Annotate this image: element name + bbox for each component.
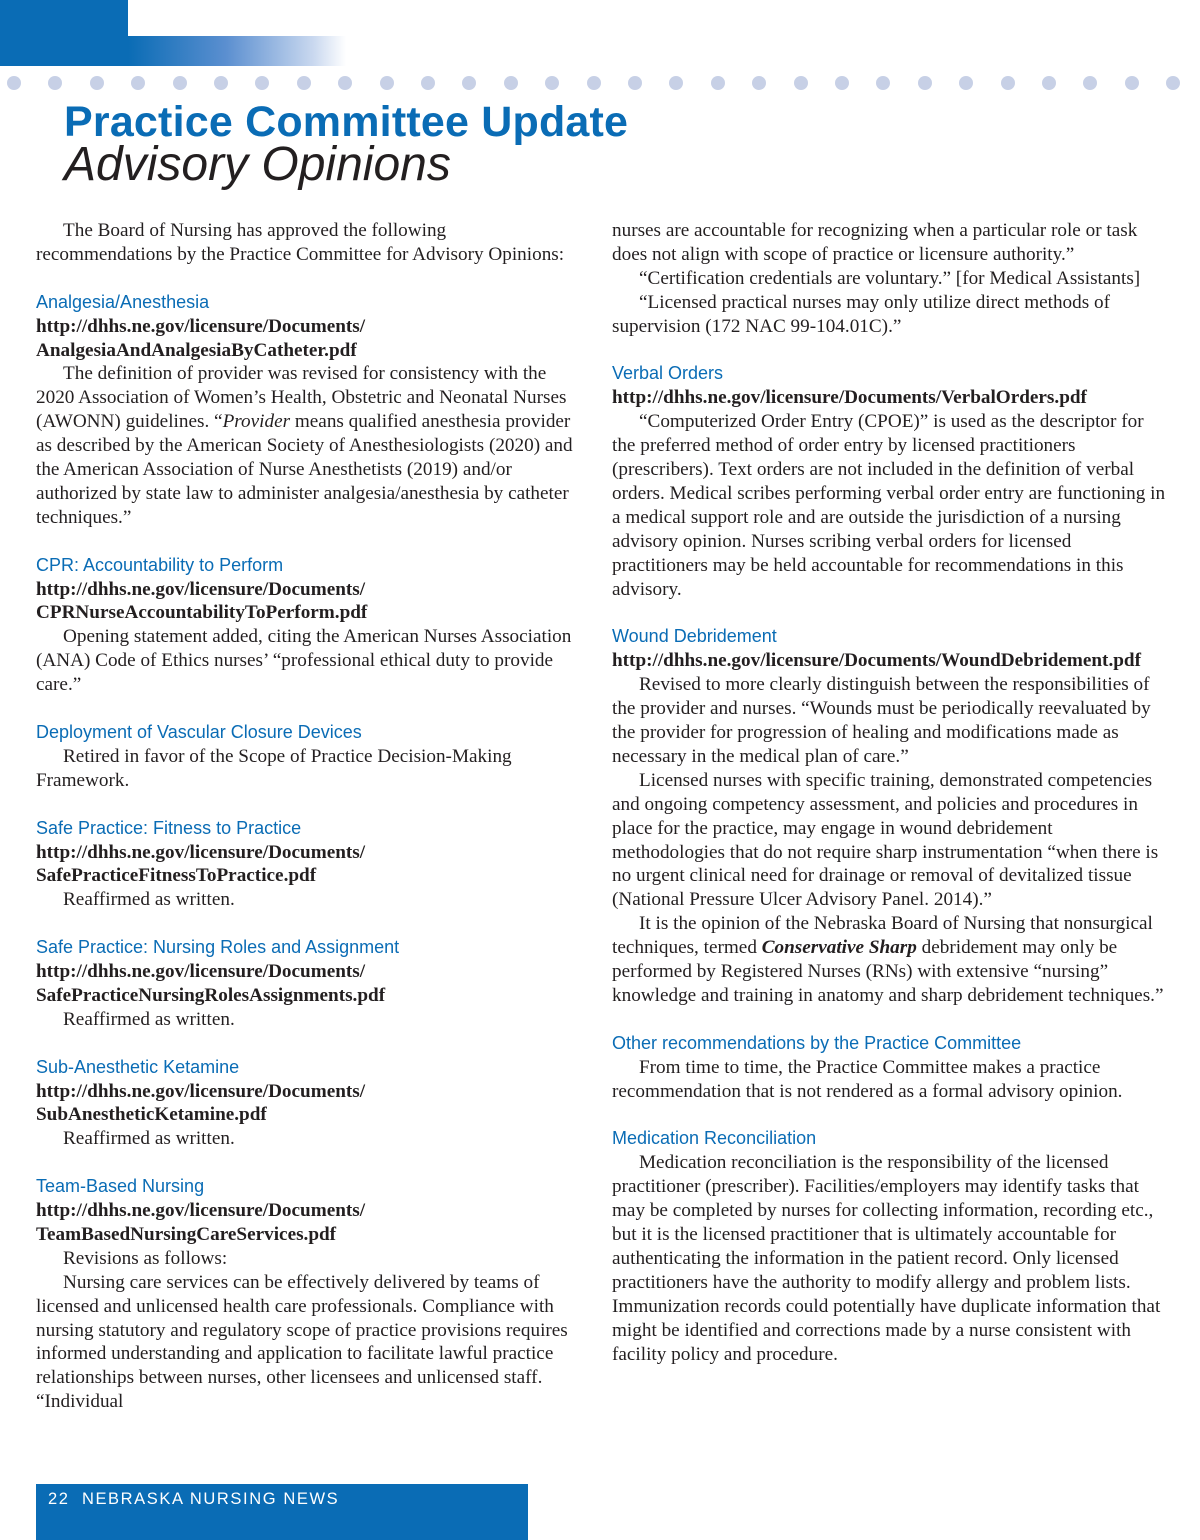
vascular-body: Retired in favor of the Scope of Practice Decision-Making Framework. bbox=[36, 745, 512, 791]
analgesia-link[interactable]: http://dhhs.ne.gov/licensure/Documents/ AnalgesiaAndAnalgesiaByCatheter.pdf bbox=[36, 315, 366, 361]
divider-dot bbox=[1083, 76, 1097, 90]
wound-link[interactable]: http://dhhs.ne.gov/licensure/Documents/WoundDebridement.pdf bbox=[612, 650, 1141, 672]
wound-body-1: Revised to more clearly distinguish between the responsibilities of the provider and nurses. “Wounds must be periodically reevaluated by the provider for progression of healing and modifications made as necessary in the medical plan of care.” bbox=[612, 674, 1151, 767]
divider-dot bbox=[628, 76, 642, 90]
team-body-2: Nursing care services can be effectively delivered by teams of licensed and unlicensed health care professionals. Compliance with nursing statutory and regulatory scope of practice provisions requires informed understanding and application to facilitate lawful practice relationships between nurses, other licensees and unlicensed staff. “Individual bbox=[36, 1271, 568, 1413]
divider-dot bbox=[214, 76, 228, 90]
left-column bbox=[36, 219, 580, 1414]
team-body-1: Revisions as follows: bbox=[63, 1247, 228, 1269]
divider-dot bbox=[876, 76, 890, 90]
heading-medication: Medication Reconciliation bbox=[612, 1128, 817, 1149]
header-color-block bbox=[0, 0, 128, 66]
divider-dot bbox=[545, 76, 559, 90]
divider-dot bbox=[90, 76, 104, 90]
divider-dot bbox=[7, 76, 21, 90]
roles-link[interactable]: http://dhhs.ne.gov/licensure/Documents/ SafePracticeNursingRolesAssignments.pdf bbox=[36, 961, 386, 1006]
cpr-link[interactable]: http://dhhs.ne.gov/licensure/Documents/ CPRNurseAccountabilityToPerform.pdf bbox=[36, 578, 368, 624]
heading-team: Team-Based Nursing bbox=[36, 1176, 205, 1197]
team-body-continued: nurses are accountable for recognizing when a particular role or task does not align with scope of practice or licensure authority.” bbox=[612, 220, 1138, 265]
header-gradient-bar bbox=[128, 36, 346, 66]
divider-dot bbox=[711, 76, 725, 90]
heading-wound: Wound Debridement bbox=[612, 626, 777, 647]
heading-fitness: Safe Practice: Fitness to Practice bbox=[36, 817, 302, 838]
page-subtitle: Advisory Opinions bbox=[64, 138, 451, 191]
verbal-link[interactable]: http://dhhs.ne.gov/licensure/Documents/VerbalOrders.pdf bbox=[612, 387, 1087, 409]
dot-divider bbox=[0, 76, 1200, 92]
heading-vascular: Deployment of Vascular Closure Devices bbox=[36, 721, 362, 742]
footer-text bbox=[48, 1490, 339, 1509]
divider-dot bbox=[297, 76, 311, 90]
divider-dot bbox=[338, 76, 352, 90]
divider-dot bbox=[1125, 76, 1139, 90]
heading-cpr: CPR: Accountability to Perform bbox=[36, 554, 284, 575]
ketamine-body: Reaffirmed as written. bbox=[63, 1128, 235, 1150]
analgesia-body: The definition of provider was revised for consistency with the 2020 Association of Women’s Health, Obstetric and Neonatal Nurses (AWONN) guidelines. “Provider means qualified anesthesia provider as described by the American Society of Anesthesiologists (2020) and the American Association of Nurse Anesthetists (2019) and/or authorized by state law to administer analgesia/anesthesia by catheter techniques.” bbox=[36, 363, 573, 528]
intro-paragraph: The Board of Nursing has approved the following recommendations by the Practice Committee for Advisory Opinions: bbox=[36, 220, 565, 265]
divider-dot bbox=[504, 76, 518, 90]
heading-other: Other recommendations by the Practice Committee bbox=[612, 1032, 1022, 1053]
divider-dot bbox=[421, 76, 435, 90]
team-body-4: “Licensed practical nurses may only utilize direct methods of supervision (172 NAC 99-104.01C).” bbox=[612, 291, 1110, 337]
roles-body: Reaffirmed as written. bbox=[63, 1008, 235, 1030]
divider-dot bbox=[380, 76, 394, 90]
wound-emphasis: Conservative Sharp bbox=[761, 937, 917, 959]
publication-name: NEBRASKA NURSING NEWS bbox=[81, 1490, 340, 1508]
divider-dot bbox=[587, 76, 601, 90]
footer-bar bbox=[36, 1484, 528, 1540]
divider-dot bbox=[752, 76, 766, 90]
wound-body-2: Licensed nurses with specific training, demonstrated competencies and ongoing competency assessment, and policies and procedures in place for the practice, may engage in wound debridement methodologies that do not require sharp instrumentation “when there is no urgent clinical need for drainage or removal of devitalized tissue (National Pressure Ulcer Advisory Panel. 2014).” bbox=[612, 769, 1159, 911]
divider-dot bbox=[794, 76, 808, 90]
heading-verbal: Verbal Orders bbox=[612, 363, 724, 384]
divider-dot bbox=[131, 76, 145, 90]
cpr-body: Opening statement added, citing the American Nurses Association (ANA) Code of Ethics nurses’ “professional ethical duty to provide care.” bbox=[36, 626, 572, 696]
divider-dot bbox=[173, 76, 187, 90]
team-link[interactable]: http://dhhs.ne.gov/licensure/Documents/ TeamBasedNursingCareServices.pdf bbox=[36, 1200, 366, 1245]
analgesia-emphasis: Provider bbox=[222, 411, 291, 433]
medication-body: Medication reconciliation is the responsibility of the licensed practitioner (prescriber). Facilities/employers may identify tasks that may be completed by nurses for collecting information, recording etc., but it is the licensed practitioner that is ultimately accountable for authenticating the information in the patient record. Only licensed practitioners have the authority to modify allergy and problem lists. Immunization records could potentially have duplicate information that might be identified and corrections made by a nurse consistent with facility policy and procedure. bbox=[612, 1152, 1161, 1365]
heading-ketamine: Sub-Anesthetic Ketamine bbox=[36, 1056, 240, 1077]
wound-body-3: It is the opinion of the Nebraska Board of Nursing that nonsurgical techniques, termed Conservative Sharp debridement may only be performed by Registered Nurses (RNs) with extensive “nursing” knowledge and training in anatomy and sharp debridement techniques.” bbox=[612, 913, 1164, 1006]
page-title: Practice Committee Update bbox=[64, 98, 629, 146]
fitness-link[interactable]: http://dhhs.ne.gov/licensure/Documents/ SafePracticeFitnessToPractice.pdf bbox=[36, 841, 366, 887]
ketamine-link[interactable]: http://dhhs.ne.gov/licensure/Documents/ SubAnestheticKetamine.pdf bbox=[36, 1080, 366, 1126]
team-body-3: “Certification credentials are voluntary.” [for Medical Assistants] bbox=[639, 267, 1141, 289]
divider-dot bbox=[1166, 76, 1180, 90]
divider-dot bbox=[462, 76, 476, 90]
heading-analgesia: Analgesia/Anesthesia bbox=[36, 291, 210, 312]
page-number: 22 bbox=[48, 1490, 70, 1508]
fitness-body: Reaffirmed as written. bbox=[63, 889, 235, 911]
divider-dot bbox=[255, 76, 269, 90]
heading-roles: Safe Practice: Nursing Roles and Assignment bbox=[36, 937, 400, 958]
divider-dot bbox=[1001, 76, 1015, 90]
divider-dot bbox=[959, 76, 973, 90]
other-body: From time to time, the Practice Committee makes a practice recommendation that is not rendered as a formal advisory opinion. bbox=[612, 1056, 1123, 1102]
divider-dot bbox=[835, 76, 849, 90]
divider-dot bbox=[1042, 76, 1056, 90]
right-column bbox=[612, 219, 1168, 1366]
divider-dot bbox=[918, 76, 932, 90]
divider-dot bbox=[48, 76, 62, 90]
divider-dot bbox=[669, 76, 683, 90]
verbal-body: “Computerized Order Entry (CPOE)” is used as the descriptor for the preferred method of order entry by licensed practitioners (prescribers). Text orders are not included in the definition of verbal orders. Medical scribes performing verbal order entry are functioning in a medical support role and are outside the jurisdiction of a nursing advisory opinion. Nurses scribing verbal orders for licensed practitioners may be held accountable for recommendations in this advisory. bbox=[612, 411, 1166, 600]
